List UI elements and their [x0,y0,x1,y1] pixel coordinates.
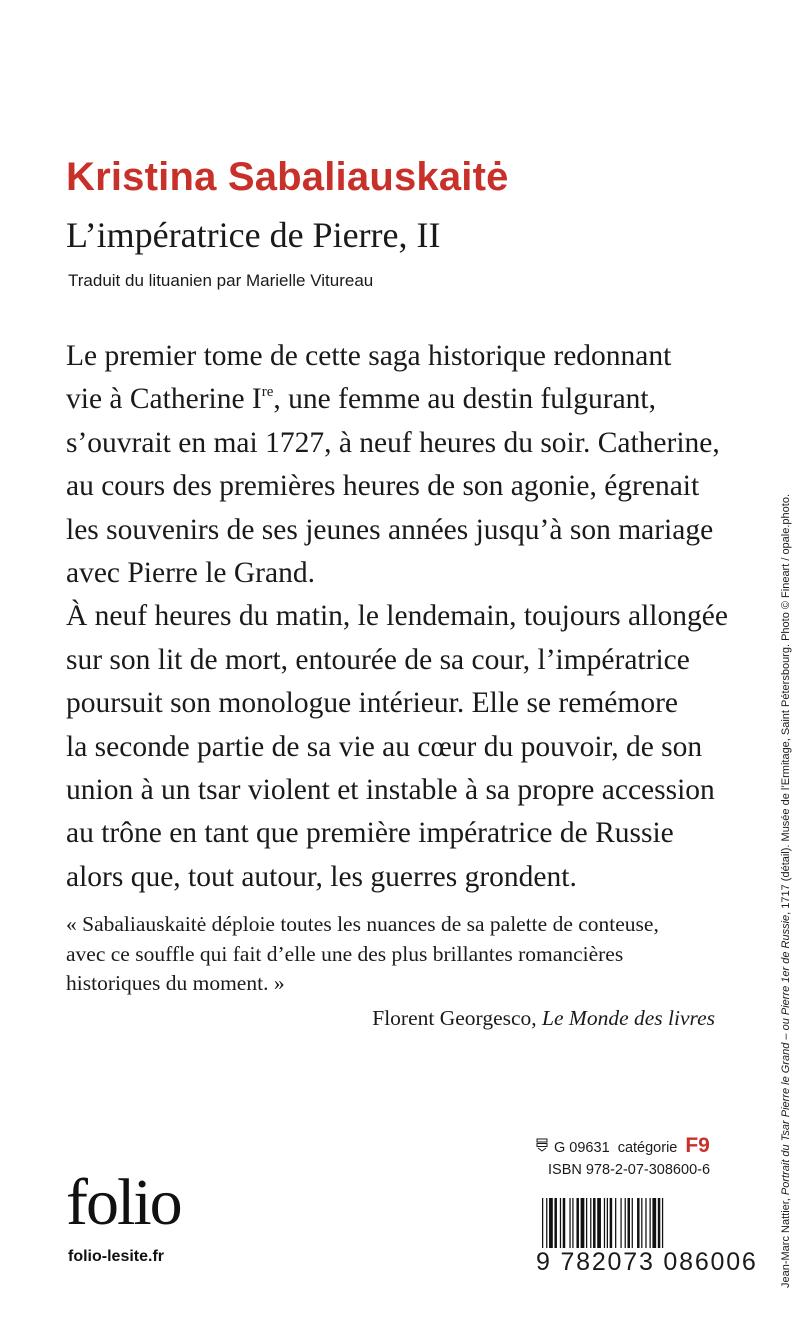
review-attribution [372,1006,715,1031]
category-label: catégorie [617,1140,678,1156]
barcode-digits: 9 782073 086006 [536,1248,758,1276]
summary-line: avec Pierre le Grand. [66,557,315,590]
summary-line: Le premier tome de cette saga historique redonnant [66,340,672,372]
author-name: Kristina Sabaliauskaitė [66,155,509,199]
summary-line: au trône en tant que première impératrice de Russie [66,817,674,850]
review-quote [66,910,726,999]
book-summary [66,335,726,899]
summary-line: poursuit son monologue intérieur. Elle se remémore [66,687,678,720]
summary-line: la seconde partie de sa vie au cœur du pouvoir, de son [66,730,703,763]
photo-credit [780,338,792,1288]
publisher-website: folio-lesite.fr [68,1248,165,1265]
summary-superscript: re [261,384,274,401]
product-codes [536,1134,710,1156]
category-code: F9 [685,1134,710,1157]
credit-artwork: Portrait du Tsar Pierre le Grand – ou Pierre 1er de Russie [780,914,792,1196]
product-code: G 09631 [554,1140,610,1156]
summary-line: union à un tsar violent et instable à sa propre accession [66,774,715,807]
credit-suffix: , 1717 (détail). Musée de l’Ermitage, Saint Pétersbourg. Photo © Fineart / opale.photo. [780,494,792,915]
quote-line: avec ce souffle qui fait d’elle une des plus brillantes romancières [66,941,624,966]
summary-line-part: , une femme au destin fulgurant, [273,383,656,416]
summary-line: alors que, tout autour, les guerres grondent. [66,860,577,893]
book-title: L’impératrice de Pierre, II [66,215,441,255]
summary-line: sur son lit de mort, entourée de sa cour, l’impératrice [66,643,690,676]
book-stack-icon [536,1138,548,1152]
summary-line [66,378,726,421]
isbn: ISBN 978-2-07-308600-6 [548,1162,711,1178]
publisher-logo: folio [66,1166,181,1239]
summary-line: les souvenirs de ses jeunes années jusqu’à son mariage [66,513,714,546]
credit-prefix: Jean-Marc Nattier, [780,1195,792,1288]
summary-line-part: vie à Catherine I [66,383,262,416]
summary-line: À neuf heures du matin, le lendemain, toujours allongée [66,600,728,633]
quote-line: historiques du moment. » [66,971,285,996]
quote-line: « Sabaliauskaitė déploie toutes les nuances de sa palette de conteuse, [66,912,659,936]
summary-line: s’ouvrait en mai 1727, à neuf heures du soir. Catherine, [66,426,720,459]
translator-credit: Traduit du lituanien par Marielle Vitureau [68,271,374,290]
summary-line: au cours des premières heures de son agonie, égrenait [66,470,700,503]
critic-name: Florent Georgesco, [372,1006,543,1030]
publication-name: Le Monde des livres [542,1006,715,1030]
